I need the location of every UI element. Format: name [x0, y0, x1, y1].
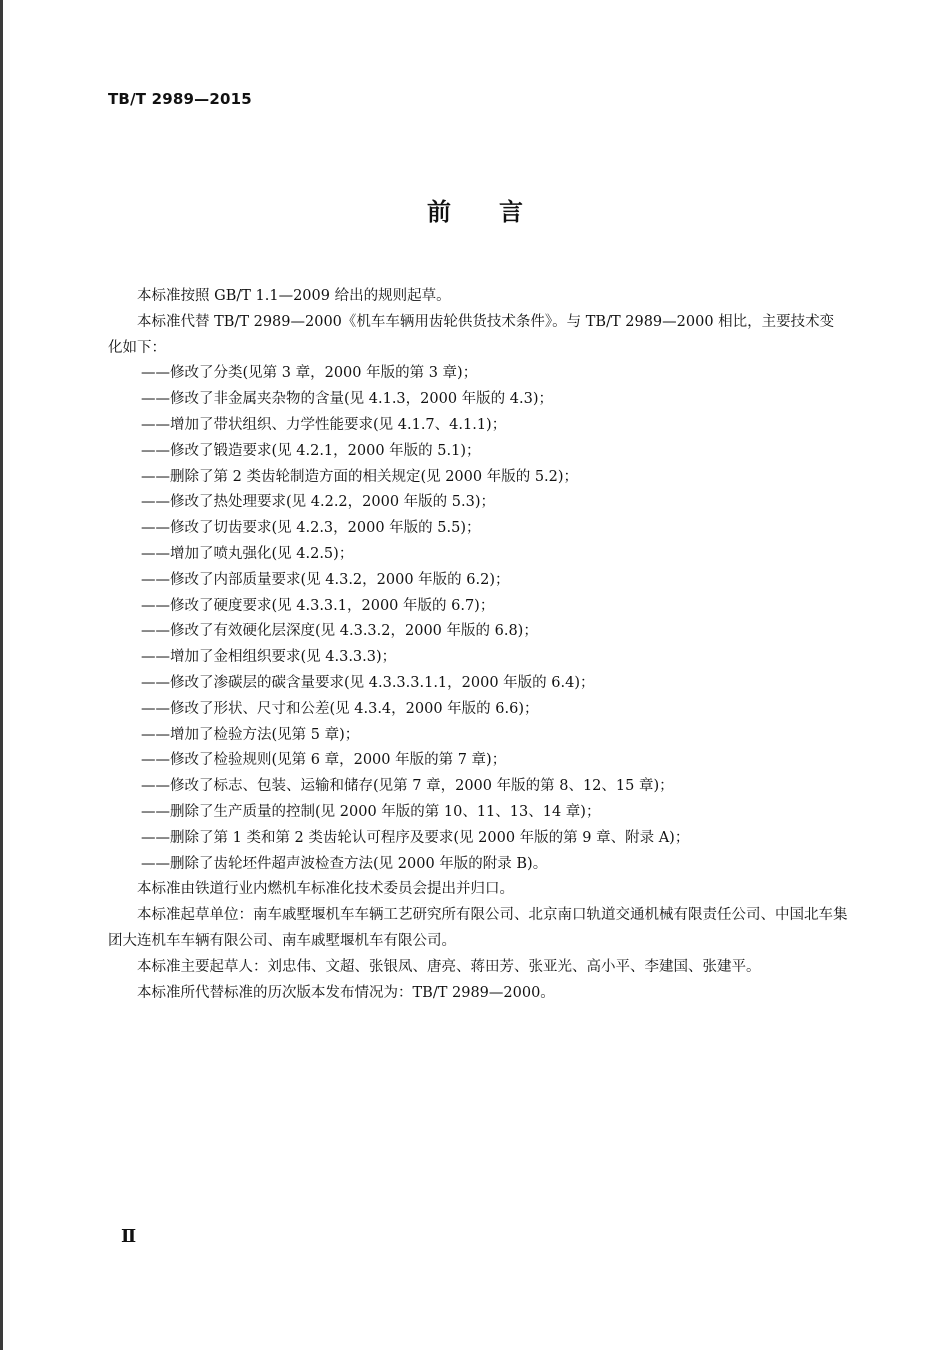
list-item: ——修改了锻造要求(见 4.2.1，2000 年版的 5.1)； — [141, 442, 481, 459]
list-item: ——修改了检验规则(见第 6 章，2000 年版的第 7 章)； — [141, 752, 507, 769]
standard-code-header: TB/T 2989—2015 — [108, 90, 252, 108]
list-item: ——删除了第 1 类和第 2 类齿轮认可程序及要求(见 2000 年版的第 9 章、附录 A)； — [141, 829, 690, 846]
list-item: ——修改了切齿要求(见 4.2.3，2000 年版的 5.5)； — [141, 520, 481, 537]
paragraph-drafting-rules: 本标准按照 GB/T 1.1—2009 给出的规则起草。 — [137, 288, 451, 304]
paragraph-replacement: 本标准代替 TB/T 2989—2000《机车车辆用齿轮供货技术条件》。与 TB/T 2989—2000 相比，主要技术变化如下： — [108, 313, 835, 356]
list-item: ——修改了形状、尺寸和公差(见 4.3.4，2000 年版的 6.6)； — [141, 700, 539, 717]
list-item: ——增加了金相组织要求(见 4.3.3.3)； — [141, 649, 397, 666]
list-item: ——删除了第 2 类齿轮制造方面的相关规定(见 2000 年版的 5.2)； — [141, 468, 579, 485]
page-title: 前言 — [427, 198, 571, 226]
foreword-body — [108, 284, 848, 1006]
list-item: ——删除了齿轮坯件超声波检查方法(见 2000 年版的附录 B)。 — [141, 855, 548, 872]
list-item: ——修改了热处理要求(见 4.2.2，2000 年版的 5.3)； — [141, 494, 495, 511]
list-item: ——增加了带状组织、力学性能要求(见 4.1.7、4.1.1)； — [141, 416, 507, 433]
list-item: ——增加了检验方法(见第 5 章)； — [141, 726, 360, 743]
list-item: ——修改了非金属夹杂物的含量(见 4.1.3，2000 年版的 4.3)； — [141, 391, 553, 408]
list-item: ——修改了标志、包装、运输和储存(见第 7 章，2000 年版的第 8、12、15 章)； — [141, 778, 674, 795]
list-item: ——删除了生产质量的控制(见 2000 年版的第 10、11、13、14 章)； — [141, 803, 601, 820]
technical-changes-list — [108, 361, 848, 877]
paragraph-drafters: 本标准主要起草人：刘忠伟、文超、张银凤、唐亮、蒋田芳、张亚光、高小平、李建国、张建平。 — [137, 958, 761, 975]
list-item: ——修改了分类(见第 3 章，2000 年版的第 3 章)； — [141, 365, 478, 382]
page-number: Ⅱ — [121, 1226, 137, 1247]
paragraph-version-history: 本标准所代替标准的历次版本发布情况为：TB/T 2989—2000。 — [137, 984, 555, 1001]
list-item: ——修改了硬度要求(见 4.3.3.1，2000 年版的 6.7)； — [141, 597, 495, 614]
paragraph-proposer: 本标准由铁道行业内燃机车标准化技术委员会提出并归口。 — [137, 881, 514, 898]
paragraph-drafting-units: 本标准起草单位：南车戚墅堰机车车辆工艺研究所有限公司、北京南口轨道交通机械有限责任公司、中国北车集团大连机车车辆有限公司、南车戚墅堰机车有限公司。 — [108, 907, 848, 949]
list-item: ——修改了有效硬化层深度(见 4.3.3.2，2000 年版的 6.8)； — [141, 623, 538, 640]
list-item: ——增加了喷丸强化(见 4.2.5)； — [141, 545, 354, 562]
list-item: ——修改了渗碳层的碳含量要求(见 4.3.3.3.1.1，2000 年版的 6.4)； — [141, 674, 595, 691]
list-item: ——修改了内部质量要求(见 4.3.2，2000 年版的 6.2)； — [141, 571, 510, 588]
